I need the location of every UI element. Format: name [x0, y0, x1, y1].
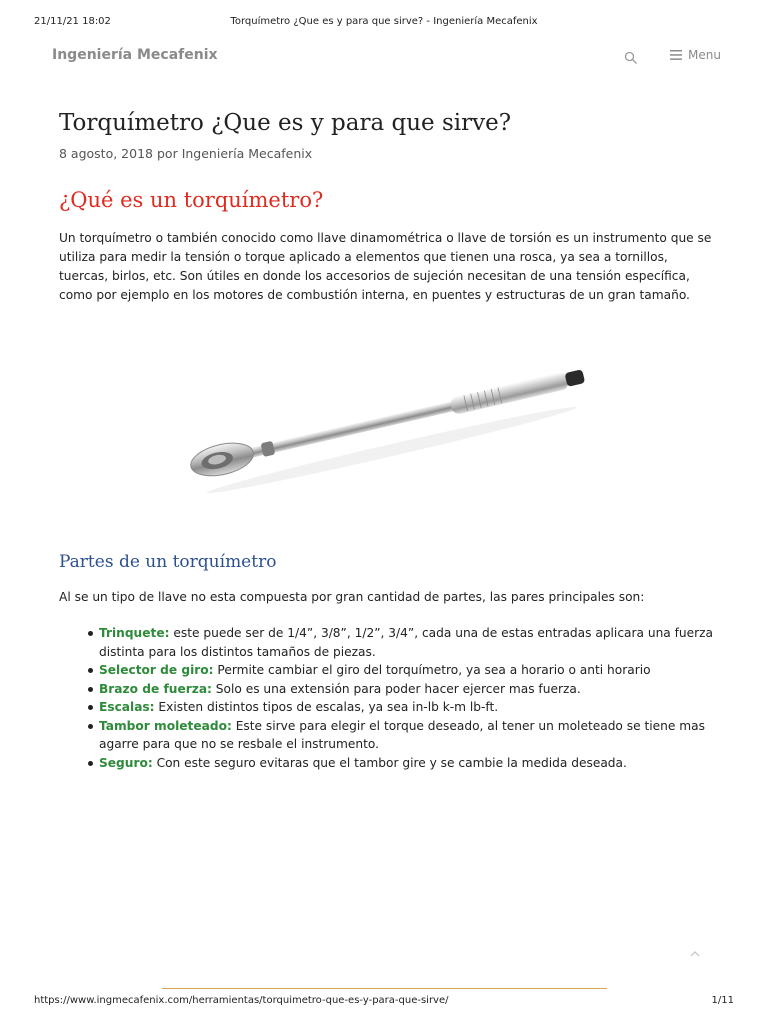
site-header [0, 42, 768, 72]
part-desc: Existen distintos tipos de escalas, ya sea in-lb k-m lb-ft. [154, 700, 499, 714]
intro-paragraph: Un torquímetro o también conocido como llave dinamométrica o llave de torsión es un instrumento que se utiliza para medir la tensión o torque aplicado a elementos que tienen una rosca, ya sea a tornillos, tuercas, birlos, etc. Son útiles en donde los accesorios de sujeción necesitan de una tensión específica, como por ejemplo en los motores de combustión interna, en puentes y estructuras de un gran tamaño. [59, 231, 712, 302]
part-desc: Este sirve para elegir el torque deseado, al tener un moleteado se tiene mas agarre para que no se resbale el instrumento. [99, 718, 705, 751]
list-item [59, 698, 719, 717]
menu-label: Menu [688, 48, 721, 62]
chevron-up-icon[interactable] [688, 946, 702, 960]
footer-divider [162, 988, 607, 989]
list-item [59, 624, 719, 661]
part-term: Tambor moleteado: [99, 718, 232, 733]
hamburger-icon [670, 50, 682, 60]
search-icon[interactable] [624, 50, 638, 64]
list-item [59, 680, 719, 699]
part-term: Trinquete: [99, 626, 170, 640]
part-desc: este puede ser de 1/4”, 3/8”, 1/2”, 3/4”, cada una de estas entradas aplicara una fuerza distinta para los distintos tamaños de piezas. [99, 626, 714, 659]
article-title: Torquímetro ¿Que es y para que sirve? [59, 110, 512, 136]
page-number: 1/11 [711, 995, 734, 1006]
print-date: 21/11/21 18:02 [34, 16, 111, 27]
list-item [59, 754, 719, 773]
list-item [59, 717, 719, 754]
author-link[interactable]: Ingeniería Mecafenix [181, 146, 313, 161]
part-desc: Con este seguro evitaras que el tambor gire y se cambie la medida deseada. [152, 755, 627, 770]
part-desc: Permite cambiar el giro del torquímetro, ya sea a horario o anti horario [213, 663, 651, 677]
list-item [59, 661, 719, 680]
part-term: Selector de giro: [99, 663, 214, 677]
part-term: Brazo de fuerza: [99, 681, 212, 696]
print-title: Torquímetro ¿Que es y para que sirve? - Ingeniería Mecafenix [230, 16, 538, 27]
site-title-link[interactable]: Ingeniería Mecafenix [52, 47, 218, 63]
menu-button[interactable] [670, 48, 721, 62]
torque-wrench-image [164, 355, 606, 500]
part-term: Seguro: [99, 755, 153, 770]
parts-heading: Partes de un torquímetro [59, 552, 277, 572]
print-url: https://www.ingmecafenix.com/herramientas/torquimetro-que-es-y-para-que-sirve/ [34, 995, 449, 1006]
post-date: 8 agosto, 2018 [59, 146, 153, 161]
parts-list [59, 624, 719, 772]
parts-intro: Al se un tipo de llave no esta compuesta por gran cantidad de partes, las pares principales son: [59, 590, 645, 604]
section-heading: ¿Qué es un torquímetro? [59, 188, 324, 212]
part-desc: Solo es una extensión para poder hacer ejercer mas fuerza. [211, 681, 581, 696]
byline [59, 146, 312, 161]
byline-by: por [156, 146, 178, 161]
part-term: Escalas: [99, 700, 155, 714]
